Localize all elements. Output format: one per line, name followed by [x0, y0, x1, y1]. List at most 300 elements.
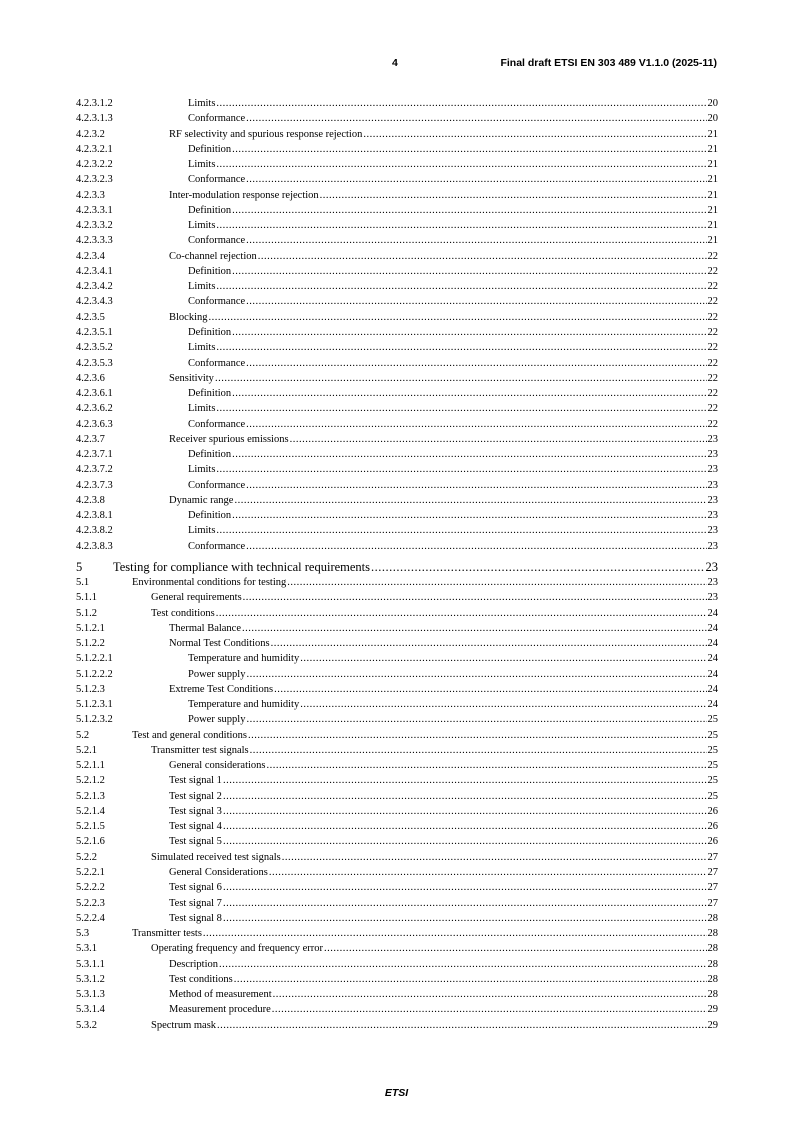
toc-entry[interactable]: [76, 850, 718, 865]
toc-entry-page: 23: [707, 494, 718, 506]
toc-entry[interactable]: [76, 682, 718, 697]
toc-entry-page: 24: [707, 668, 718, 680]
toc-entry-page: 23: [707, 464, 718, 476]
toc-entry-number: 5.1: [76, 576, 90, 588]
toc-entry[interactable]: [76, 493, 718, 508]
toc-entry-page: 29: [707, 1019, 718, 1031]
toc-entry-number: 5.2.2.1: [76, 867, 105, 879]
toc-entry[interactable]: [76, 142, 718, 157]
toc-entry-body: [169, 682, 718, 697]
toc-entry-body: [188, 218, 718, 233]
toc-entry-title: Operating frequency and frequency error: [151, 941, 324, 956]
toc-entry[interactable]: [76, 371, 718, 386]
toc-dot-leader: [246, 417, 706, 432]
toc-dot-leader: [223, 804, 707, 819]
toc-entry-number: 4.2.3.6.1: [76, 388, 113, 400]
toc-entry-page: 25: [707, 744, 718, 756]
toc-entry[interactable]: [76, 712, 718, 727]
toc-entry-page: 28: [707, 943, 718, 955]
toc-entry-body: [169, 773, 718, 788]
toc-entry-title: General Considerations: [169, 865, 269, 880]
toc-entry-body: [188, 111, 718, 126]
toc-entry-body: [169, 188, 718, 203]
toc-entry-number: 4.2.3.5.1: [76, 326, 113, 338]
toc-entry-page: 23: [707, 510, 718, 522]
toc-entry[interactable]: [76, 356, 718, 371]
toc-entry-body: [151, 606, 718, 621]
toc-dot-leader: [215, 371, 707, 386]
toc-entry[interactable]: [76, 478, 718, 493]
toc-entry-title: Limits: [188, 340, 216, 355]
toc-entry[interactable]: [76, 386, 718, 401]
footer-org: ETSI: [384, 1087, 409, 1099]
toc-dot-leader: [300, 697, 706, 712]
toc-dot-leader: [246, 172, 706, 187]
toc-entry-body: [169, 880, 718, 895]
toc-entry-number: 4.2.3.6: [76, 372, 105, 384]
toc-entry-number: 4.2.3.3.3: [76, 235, 113, 247]
toc-entry[interactable]: [76, 880, 718, 895]
toc-entry[interactable]: [76, 310, 718, 325]
toc-entry-title: Test signal 3: [169, 804, 223, 819]
toc-entry-page: 24: [707, 699, 718, 711]
toc-entry-title: Limits: [188, 279, 216, 294]
toc-entry[interactable]: [76, 203, 718, 218]
toc-entry[interactable]: [76, 218, 718, 233]
toc-dot-leader: [234, 972, 707, 987]
toc-entry-page: 22: [707, 418, 718, 430]
toc-entry-page: 23: [707, 576, 718, 588]
toc-entry-title: Test signal 7: [169, 896, 223, 911]
toc-entry-page: 22: [707, 326, 718, 338]
toc-entry-body: [188, 233, 718, 248]
toc-entry-number: 4.2.3.2.3: [76, 174, 113, 186]
toc-dot-leader: [258, 249, 707, 264]
toc-entry-page: 22: [707, 265, 718, 277]
toc-entry[interactable]: [76, 172, 718, 187]
toc-dot-leader: [223, 789, 707, 804]
toc-entry-number: 4.2.3.7: [76, 433, 105, 445]
toc-entry-number: 4.2.3.2.2: [76, 159, 113, 171]
toc-entry-number: 5.2.1.1: [76, 760, 105, 772]
toc-dot-leader: [223, 773, 707, 788]
toc-entry-title: Normal Test Conditions: [169, 636, 271, 651]
toc-dot-leader: [246, 712, 706, 727]
toc-entry[interactable]: [76, 340, 718, 355]
toc-entry-page: 23: [707, 525, 718, 537]
toc-entry-title: Power supply: [188, 667, 246, 682]
toc-entry-page: 24: [707, 607, 718, 619]
toc-entry-body: [132, 728, 718, 743]
table-of-contents: [76, 96, 718, 1033]
toc-entry[interactable]: [76, 636, 718, 651]
toc-entry-number: 5.1.2.3.1: [76, 699, 113, 711]
toc-entry-number: 4.2.3.1.2: [76, 98, 113, 109]
toc-entry[interactable]: [76, 911, 718, 926]
toc-entry-number: 5.1.2: [76, 607, 97, 619]
toc-entry[interactable]: [76, 606, 718, 621]
toc-entry-body: [188, 462, 718, 477]
toc-entry-number: 5.1.2.2: [76, 638, 105, 650]
toc-entry-title: Definition: [188, 264, 232, 279]
toc-entry-title: Conformance: [188, 172, 246, 187]
toc-entry-number: 5.3: [76, 928, 90, 940]
toc-entry-body: [188, 523, 718, 538]
toc-entry-title: Test signal 8: [169, 911, 223, 926]
toc-entry[interactable]: [76, 111, 718, 126]
toc-entry-page: 21: [707, 143, 718, 155]
toc-entry[interactable]: [76, 834, 718, 849]
toc-entry[interactable]: [76, 758, 718, 773]
toc-entry-page: 25: [707, 729, 718, 741]
toc-dot-leader: [223, 880, 707, 895]
toc-entry[interactable]: [76, 773, 718, 788]
toc-entry[interactable]: [76, 188, 718, 203]
toc-entry-body: [169, 127, 718, 142]
toc-entry-page: 22: [707, 296, 718, 308]
toc-dot-leader: [232, 203, 706, 218]
toc-entry-title: Method of measurement: [169, 987, 273, 1002]
toc-entry-title: Test conditions: [151, 606, 216, 621]
toc-entry-number: 4.2.3.8.1: [76, 510, 113, 522]
toc-entry[interactable]: [76, 264, 718, 279]
toc-entry-title: Conformance: [188, 111, 246, 126]
toc-dot-leader: [216, 462, 706, 477]
toc-entry-title: Test signal 6: [169, 880, 223, 895]
toc-entry[interactable]: [76, 417, 718, 432]
toc-entry[interactable]: [76, 743, 718, 758]
toc-entry[interactable]: [76, 926, 718, 941]
toc-dot-leader: [232, 386, 706, 401]
toc-entry-body: [188, 667, 718, 682]
toc-entry-page: 25: [707, 775, 718, 787]
toc-entry-number: 5.1.2.1: [76, 622, 105, 634]
toc-entry[interactable]: [76, 590, 718, 605]
toc-dot-leader: [246, 478, 706, 493]
toc-entry[interactable]: [76, 1018, 718, 1033]
toc-entry-number: 4.2.3.5.2: [76, 342, 113, 354]
toc-entry-title: RF selectivity and spurious response rejection: [169, 127, 363, 142]
toc-entry-title: Definition: [188, 447, 232, 462]
toc-entry[interactable]: [76, 667, 718, 682]
toc-entry-body: [169, 804, 718, 819]
toc-entry-page: 28: [707, 928, 718, 940]
toc-entry-body: [188, 325, 718, 340]
toc-entry-body: [151, 1018, 718, 1033]
toc-entry-page: 23: [707, 479, 718, 491]
toc-entry-body: [169, 1002, 718, 1017]
toc-entry-page: 25: [707, 714, 718, 726]
toc-entry-number: 5.2.1.3: [76, 790, 105, 802]
toc-entry-body: [188, 539, 718, 554]
toc-dot-leader: [223, 819, 707, 834]
toc-entry-number: 4.2.3.3.1: [76, 204, 113, 216]
toc-entry-page: 21: [707, 174, 718, 186]
toc-entry-number: 4.2.3.7.3: [76, 479, 113, 491]
toc-entry[interactable]: [76, 1002, 718, 1017]
toc-entry[interactable]: [76, 804, 718, 819]
toc-entry[interactable]: [76, 96, 718, 111]
toc-dot-leader: [287, 575, 706, 590]
toc-entry[interactable]: [76, 651, 718, 666]
toc-entry-title: Inter-modulation response rejection: [169, 188, 320, 203]
toc-entry-number: 5.1.1: [76, 592, 97, 604]
toc-entry-body: [169, 834, 718, 849]
toc-entry[interactable]: [76, 559, 718, 575]
toc-entry-body: [188, 697, 718, 712]
toc-dot-leader: [216, 279, 706, 294]
toc-entry[interactable]: [76, 157, 718, 172]
toc-entry[interactable]: [76, 941, 718, 956]
toc-entry-title: Limits: [188, 96, 216, 111]
toc-entry-body: [188, 279, 718, 294]
toc-entry-title: Description: [169, 957, 219, 972]
toc-entry-number: 4.2.3.3.2: [76, 220, 113, 232]
toc-dot-leader: [242, 621, 706, 636]
toc-entry-body: [188, 340, 718, 355]
toc-entry-body: [169, 865, 718, 880]
toc-entry-page: 23: [707, 433, 718, 445]
toc-dot-leader: [274, 682, 706, 697]
toc-entry-body: [188, 386, 718, 401]
toc-entry-page: 28: [707, 912, 718, 924]
toc-entry-body: [132, 926, 718, 941]
toc-dot-leader: [282, 850, 707, 865]
toc-entry-page: 25: [707, 760, 718, 772]
toc-entry-title: Blocking: [169, 310, 209, 325]
toc-entry-page: 22: [707, 281, 718, 293]
toc-entry[interactable]: [76, 432, 718, 447]
toc-entry-body: [169, 249, 718, 264]
toc-entry-page: 21: [707, 204, 718, 216]
toc-dot-leader: [273, 987, 707, 1002]
toc-entry[interactable]: [76, 508, 718, 523]
toc-entry[interactable]: [76, 575, 718, 590]
toc-entry-body: [169, 987, 718, 1002]
toc-entry-title: Transmitter tests: [132, 926, 203, 941]
toc-entry-page: 23: [707, 449, 718, 461]
toc-entry[interactable]: [76, 621, 718, 636]
toc-entry[interactable]: [76, 789, 718, 804]
toc-entry-page: 22: [707, 388, 718, 400]
toc-entry-title: Spectrum mask: [151, 1018, 217, 1033]
toc-entry-body: [188, 203, 718, 218]
toc-entry-page: 22: [707, 250, 718, 262]
toc-dot-leader: [219, 957, 707, 972]
toc-entry-number: 4.2.3.5.3: [76, 357, 113, 369]
toc-entry-page: 27: [707, 897, 718, 909]
toc-dot-leader: [246, 356, 706, 371]
toc-dot-leader: [300, 651, 706, 666]
toc-entry[interactable]: [76, 865, 718, 880]
toc-entry-number: 5.2.2.2: [76, 882, 105, 894]
toc-entry-page: 24: [707, 653, 718, 665]
toc-entry-title: Conformance: [188, 356, 246, 371]
toc-entry[interactable]: [76, 447, 718, 462]
toc-entry-body: [169, 819, 718, 834]
toc-entry-body: [188, 172, 718, 187]
toc-entry[interactable]: [76, 523, 718, 538]
toc-entry-title: Temperature and humidity: [188, 651, 300, 666]
toc-entry[interactable]: [76, 896, 718, 911]
toc-entry-title: Test conditions: [169, 972, 234, 987]
toc-entry-title: General considerations: [169, 758, 267, 773]
toc-entry[interactable]: [76, 294, 718, 309]
toc-entry-title: Test signal 4: [169, 819, 223, 834]
toc-dot-leader: [232, 142, 706, 157]
toc-entry-title: Measurement procedure: [169, 1002, 272, 1017]
toc-entry[interactable]: [76, 819, 718, 834]
toc-entry-number: 4.2.3.2: [76, 128, 105, 140]
toc-entry-number: 5.3.1.4: [76, 1004, 105, 1016]
toc-entry[interactable]: [76, 249, 718, 264]
toc-entry-title: Test signal 2: [169, 789, 223, 804]
toc-entry-body: [169, 621, 718, 636]
toc-entry-page: 27: [707, 882, 718, 894]
toc-entry-body: [188, 96, 718, 111]
toc-entry-page: 21: [707, 189, 718, 201]
toc-entry-title: Simulated received test signals: [151, 850, 282, 865]
toc-entry-title: Environmental conditions for testing: [132, 575, 287, 590]
toc-entry-page: 22: [707, 357, 718, 369]
toc-entry-number: 5.2.2: [76, 851, 97, 863]
toc-entry-title: Conformance: [188, 417, 246, 432]
toc-dot-leader: [216, 401, 706, 416]
toc-entry-body: [169, 972, 718, 987]
toc-entry-number: 5.2.1.5: [76, 821, 105, 833]
toc-entry[interactable]: [76, 279, 718, 294]
toc-dot-leader: [320, 188, 707, 203]
toc-entry-page: 24: [707, 622, 718, 634]
toc-dot-leader: [246, 294, 706, 309]
toc-entry-number: 5.1.2.2.1: [76, 653, 113, 665]
toc-entry-number: 4.2.3.4.2: [76, 281, 113, 293]
toc-entry-title: Limits: [188, 462, 216, 477]
toc-entry-page: 23: [705, 559, 718, 574]
toc-entry-number: 4.2.3.7.2: [76, 464, 113, 476]
toc-entry-title: Limits: [188, 523, 216, 538]
toc-entry[interactable]: [76, 127, 718, 142]
toc-entry[interactable]: [76, 972, 718, 987]
toc-entry[interactable]: [76, 728, 718, 743]
toc-entry-number: 5.3.1.2: [76, 973, 105, 985]
toc-entry-page: 20: [707, 98, 718, 109]
toc-entry-title: Conformance: [188, 539, 246, 554]
toc-entry-body: [188, 478, 718, 493]
toc-dot-leader: [216, 218, 706, 233]
toc-dot-leader: [216, 606, 707, 621]
toc-entry-number: 5.3.1.3: [76, 989, 105, 1001]
toc-entry-page: 22: [707, 311, 718, 323]
toc-entry-number: 4.2.3.6.2: [76, 403, 113, 415]
toc-entry-number: 5.3.1.1: [76, 958, 105, 970]
toc-entry-number: 4.2.3.5: [76, 311, 105, 323]
toc-entry-number: 4.2.3.7.1: [76, 449, 113, 461]
page-number: 4: [392, 57, 398, 69]
toc-entry-number: 4.2.3.4.1: [76, 265, 113, 277]
toc-entry-number: 5.2.1.2: [76, 775, 105, 787]
toc-entry-number: 4.2.3.2.1: [76, 143, 113, 155]
toc-entry-title: Sensitivity: [169, 371, 215, 386]
toc-entry[interactable]: [76, 401, 718, 416]
toc-dot-leader: [269, 865, 707, 880]
toc-dot-leader: [267, 758, 707, 773]
toc-entry-body: [188, 712, 718, 727]
toc-entry-page: 27: [707, 851, 718, 863]
toc-entry[interactable]: [76, 957, 718, 972]
toc-entry-body: [188, 142, 718, 157]
document-title: Final draft ETSI EN 303 489 V1.1.0 (2025-11): [500, 57, 717, 69]
toc-entry-number: 5.3.2: [76, 1019, 97, 1031]
toc-entry-page: 28: [707, 958, 718, 970]
toc-entry[interactable]: [76, 697, 718, 712]
toc-entry-page: 21: [707, 159, 718, 171]
toc-dot-leader: [216, 96, 706, 111]
page-header: [0, 57, 793, 73]
toc-entry-page: 24: [707, 638, 718, 650]
toc-dot-leader: [324, 941, 707, 956]
toc-entry-page: 26: [707, 805, 718, 817]
toc-dot-leader: [216, 340, 706, 355]
toc-entry-body: [113, 559, 718, 575]
toc-entry-page: 21: [707, 220, 718, 232]
toc-entry-body: [169, 896, 718, 911]
toc-entry-body: [151, 743, 718, 758]
toc-dot-leader: [203, 926, 707, 941]
toc-entry-page: 28: [707, 989, 718, 1001]
toc-entry-page: 21: [707, 128, 718, 140]
toc-dot-leader: [234, 493, 706, 508]
toc-entry-body: [188, 294, 718, 309]
toc-entry-body: [188, 356, 718, 371]
toc-entry[interactable]: [76, 539, 718, 554]
toc-entry-page: 26: [707, 836, 718, 848]
toc-entry-number: 5.2.2.3: [76, 897, 105, 909]
toc-entry[interactable]: [76, 462, 718, 477]
toc-entry-body: [188, 157, 718, 172]
toc-entry[interactable]: [76, 233, 718, 248]
toc-dot-leader: [243, 590, 707, 605]
toc-entry-body: [169, 789, 718, 804]
toc-dot-leader: [272, 1002, 707, 1017]
toc-dot-leader: [217, 1018, 706, 1033]
toc-entry[interactable]: [76, 325, 718, 340]
toc-entry-title: Extreme Test Conditions: [169, 682, 274, 697]
toc-entry-number: 4.2.3.1.3: [76, 113, 113, 125]
toc-entry-title: Transmitter test signals: [151, 743, 250, 758]
toc-entry-page: 22: [707, 403, 718, 415]
toc-dot-leader: [232, 325, 706, 340]
toc-entry-title: Test and general conditions: [132, 728, 248, 743]
toc-dot-leader: [216, 157, 706, 172]
toc-entry-body: [151, 941, 718, 956]
toc-entry-body: [169, 310, 718, 325]
toc-entry-body: [188, 264, 718, 279]
toc-entry-page: 22: [707, 372, 718, 384]
toc-entry[interactable]: [76, 987, 718, 1002]
toc-entry-number: 4.2.3.8.3: [76, 540, 113, 552]
toc-entry-body: [169, 911, 718, 926]
toc-entry-body: [188, 447, 718, 462]
toc-entry-title: Thermal Balance: [169, 621, 242, 636]
toc-entry-number: 5.1.2.3: [76, 683, 105, 695]
toc-entry-page: 26: [707, 821, 718, 833]
toc-dot-leader: [271, 636, 707, 651]
toc-entry-body: [151, 850, 718, 865]
toc-dot-leader: [232, 508, 706, 523]
toc-entry-title: Definition: [188, 508, 232, 523]
toc-entry-title: Testing for compliance with technical requirements: [113, 559, 371, 574]
